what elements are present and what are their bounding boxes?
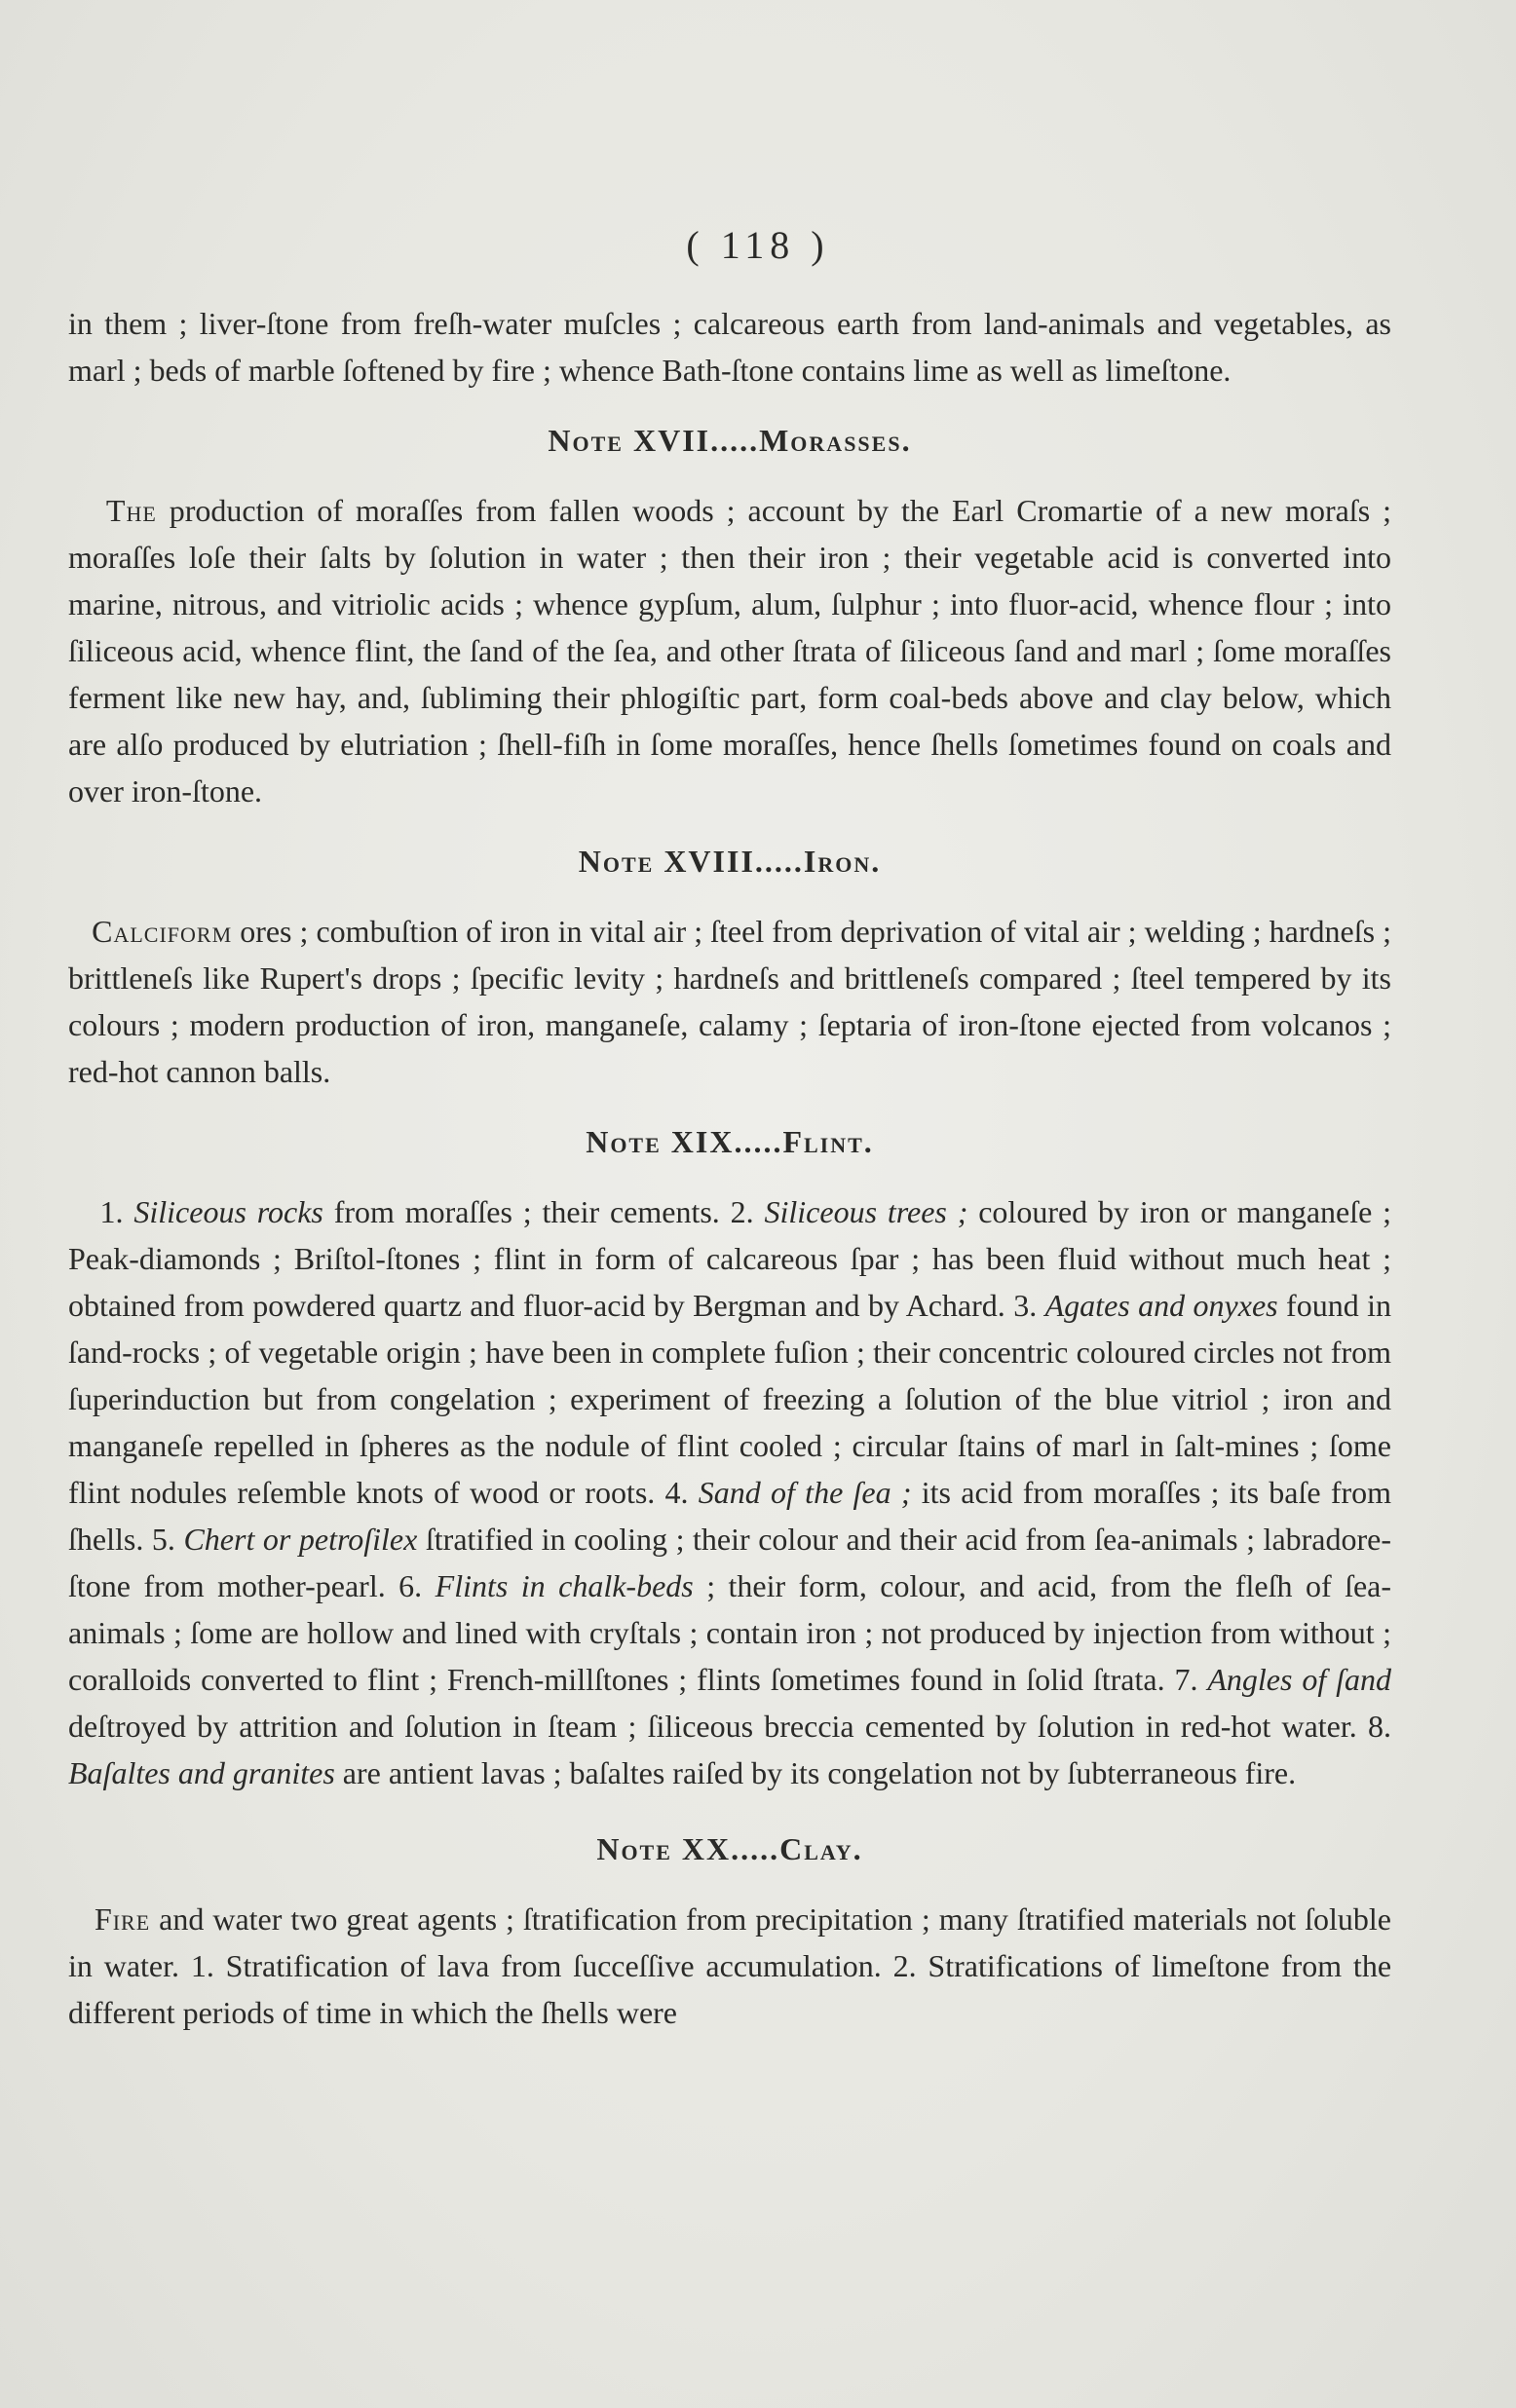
item-text: deſtroyed by attrition and ſolution in ſteam ; ſiliceous breccia cemented by ſolution in red-hot water. [68, 1709, 1368, 1744]
note-19-heading: Note XIX.....Flint. [586, 1124, 874, 1159]
note-18-text: ores ; combuſtion of iron in vital air ; ſteel from deprivation of vital air ; welding ; hardneſs ; brittleneſs like Rupert's drops ; ſpecific levity ; hardneſs and brittleneſs compared ; ſteel tempered by its colours ; modern production of iron, manganeſe, calamy ; ſeptaria of iron-ſtone ejected from volcanos ; red-hot cannon balls. [68, 914, 1392, 1089]
item-text: its acid from moraſſes ; its baſe from ſhells. [68, 1475, 1392, 1557]
item-text: ſtratified in cooling ; their colour and their acid from ſea-animals ; labradore-ſtone from mother-pearl. [68, 1522, 1392, 1603]
note-20-lead: Fire [94, 1901, 151, 1937]
item-text: found in ſand-rocks ; of vegetable origin ; have been in complete fuſion ; their concentric coloured circles not from ſuperinduction but from congelation ; experiment of freezing a ſolution of the blue vitriol ; iron and manganeſe repelled in ſpheres as the nodule of flint cooled ; circular ſtains of marl in ſalt-mines ; ſome flint nodules reſemble knots of wood or roots. [68, 1288, 1392, 1510]
note-17-paragraph [68, 487, 1391, 814]
item-title: Siliceous trees ; [764, 1194, 968, 1229]
note-20-paragraph [68, 1896, 1391, 2036]
item-title: Flints in chalk-beds [435, 1568, 694, 1603]
intro-paragraph: in them ; liver-ſtone from freſh-water muſcles ; calcareous earth from land-animals and vegetables, as marl ; beds of marble ſoftened by fire ; whence Bath-ſtone contains lime as well as limeſtone. [68, 306, 1391, 388]
item-text: and water two great agents ; ſtratification from precipitation ; many ſtratified materials not ſoluble in water. [68, 1901, 1392, 1983]
item-title: Sand of the ſea ; [698, 1475, 912, 1510]
item-number: 2. [730, 1194, 754, 1229]
note-20-heading: Note XX.....Clay. [596, 1831, 863, 1866]
item-number: 6. [398, 1568, 423, 1603]
item-number: 4. [664, 1475, 689, 1510]
note-19-paragraph [68, 1188, 1391, 1796]
item-text: Stratification of lava from ſucceſſive accumulation. [213, 1948, 893, 1983]
note-17-lead: The [105, 493, 157, 528]
item-text: Stratifications of limeſtone from the different periods of time in which the ſhells were [68, 1948, 1392, 2030]
item-number: 1. [99, 1194, 124, 1229]
note-18-heading: Note XVIII.....Iron. [578, 844, 882, 879]
item-number: 3. [1013, 1288, 1038, 1323]
item-title: Baſaltes and granites [68, 1755, 335, 1790]
item-text: ; their form, colour, and acid, from the fleſh of ſea-animals ; ſome are hollow and lined with cryſtals ; contain iron ; not produced by injection from without ; coralloids converted to flint ; French-millſtones ; flints ſometimes found in ſolid ſtrata. [68, 1568, 1392, 1697]
item-number: 2. [892, 1948, 917, 1983]
item-text: from moraſſes ; their cements. [322, 1194, 731, 1229]
note-17-heading: Note XVII.....Morasses. [548, 423, 912, 458]
item-title: Angles of ſand [1207, 1662, 1392, 1697]
item-number: 1. [190, 1948, 214, 1983]
page-number: ( 118 ) [686, 223, 830, 267]
item-title: Agates and onyxes [1044, 1288, 1278, 1323]
item-text: coloured by iron or manganeſe ; Peak-diamonds ; Briſtol-ſtones ; flint in form of calcareous ſpar ; has been fluid without much heat ; obtained from powdered quartz and fluor-acid by Bergman and by Achard. [68, 1194, 1392, 1323]
item-title: Siliceous rocks [133, 1194, 323, 1229]
item-number: 5. [151, 1522, 175, 1557]
item-number: 7. [1174, 1662, 1198, 1697]
item-text: are antient lavas ; baſaltes raiſed by its congelation not by ſubterraneous fire. [334, 1755, 1297, 1790]
item-number: 8. [1368, 1709, 1391, 1744]
note-17-text: production of moraſſes from fallen woods ; account by the Earl Cromartie of a new moraſs ; moraſſes loſe their ſalts by ſolution in water ; then their iron ; their vegetable acid is converted into marine, nitrous, and vitriolic acids ; whence gypſum, alum, ſulphur ; into fluor-acid, whence flour ; into ſiliceous acid, whence flint, the ſand of the ſea, and other ſtrata of ſiliceous ſand and marl ; ſome moraſſes ferment like new hay, and, ſubliming their phlogiſtic part, form coal-beds above and clay below, which are alſo produced by elutriation ; ſhell-fiſh in ſome moraſſes, hence ſhells ſometimes found on coals and over iron-ſtone. [68, 493, 1392, 809]
note-18-lead: Calciform [92, 914, 233, 949]
item-title: Chert or petroſilex [183, 1522, 418, 1557]
note-18-paragraph [68, 908, 1391, 1095]
page-body [68, 300, 1391, 2036]
